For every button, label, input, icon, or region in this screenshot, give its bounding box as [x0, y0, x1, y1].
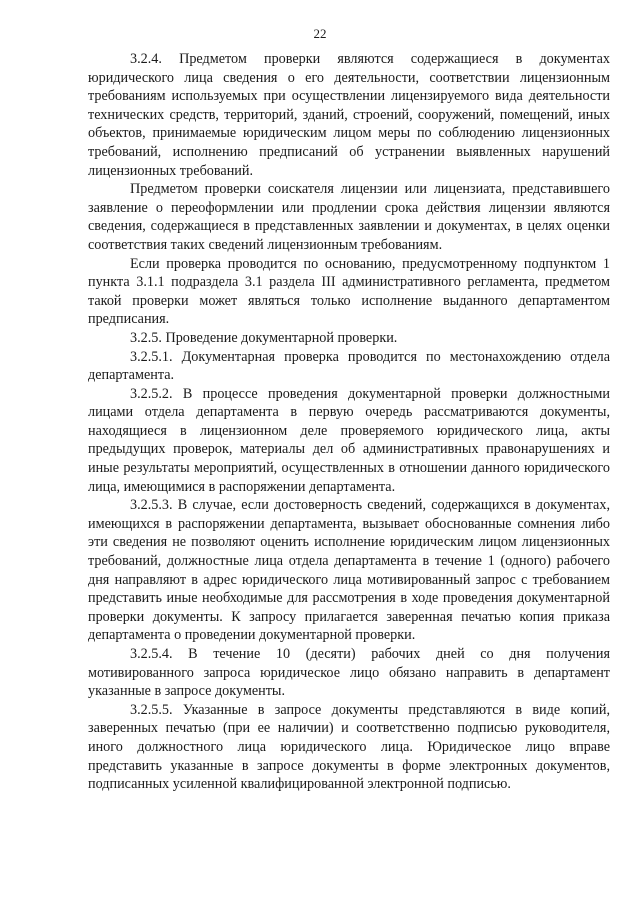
- paragraph-3-2-5-1: 3.2.5.1. Документарная проверка проводится по местонахождению отдела департамента.: [88, 348, 610, 384]
- paragraph-inspection-subject-applicant: Предметом проверки соискателя лицензии или лицензиата, представившего заявление о переоформлении или продлении срока действия лицензии являются сведения, содержащиеся в представленных заявлении и документах, в целях оценки соответствия таких сведений лицензионным требованиям.: [88, 181, 610, 253]
- paragraph-3-2-4: 3.2.4. Предметом проверки являются содержащиеся в документах юридического лица сведения о его деятельности, соответствии лицензионным требованиям используемых при осуществлении лицензируемого вида деятельности технических средств, территорий, зданий, строений, сооружений, помещений, иных объектов, принимаемые юридическим лицом меры по соблюдению лицензионных требований, исполнению предписаний об устранении выявленных нарушений лицензионных требований.: [88, 51, 610, 179]
- paragraph-3-2-5: 3.2.5. Проведение документарной проверки.: [130, 329, 398, 346]
- document-body: [88, 50, 610, 794]
- paragraph-3-2-5-4: 3.2.5.4. В течение 10 (десяти) рабочих дней со дня получения мотивированного запроса юридическое лицо обязано направить в департамент указанные в запросе документы.: [88, 646, 610, 700]
- paragraph-3-2-5-2: 3.2.5.2. В процессе проведения документарной проверки должностными лицами отдела департамента в первую очередь рассматриваются документы, находящиеся в лицензионном деле проверяемого юридического лица, акты предыдущих проверок, материалы дел об административных правонарушениях и иные результаты мероприятий, осуществленных в отношении данного юридического лица, имеющимися в распоряжении департамента.: [88, 385, 610, 495]
- paragraph-3-2-5-3: 3.2.5.3. В случае, если достоверность сведений, содержащихся в документах, имеющихся в распоряжении департамента, вызывает обоснованные сомнения либо эти сведения не позволяют оценить исполнение юридическим лицом лицензионных требований, должностные лица отдела департамента в течение 1 (одного) рабочего дня направляют в адрес юридического лица мотивированный запрос с требованием представить иные необходимые для рассмотрения в ходе проведения документарной проверки документы. К запросу прилагается заверенная печатью копия приказа департамента о проведении документарной проверки.: [88, 497, 610, 644]
- page-number: 22: [313, 26, 327, 41]
- paragraph-3-2-5-5: 3.2.5.5. Указанные в запросе документы представляются в виде копий, заверенных печатью (при ее наличии) и соответственно подписью руководителя, иного должностного лица юридического лица. Юридическое лицо вправе представить указанные в запросе документы в форме электронных документов, подписанных усиленной квалифицированной электронной подписью.: [88, 701, 610, 793]
- paragraph-inspection-basis: Если проверка проводится по основанию, предусмотренному подпунктом 1 пункта 3.1.1 подраздела 3.1 раздела III административного регламента, предметом такой проверки может являться только исполнение выданного департаментом предписания.: [88, 255, 610, 328]
